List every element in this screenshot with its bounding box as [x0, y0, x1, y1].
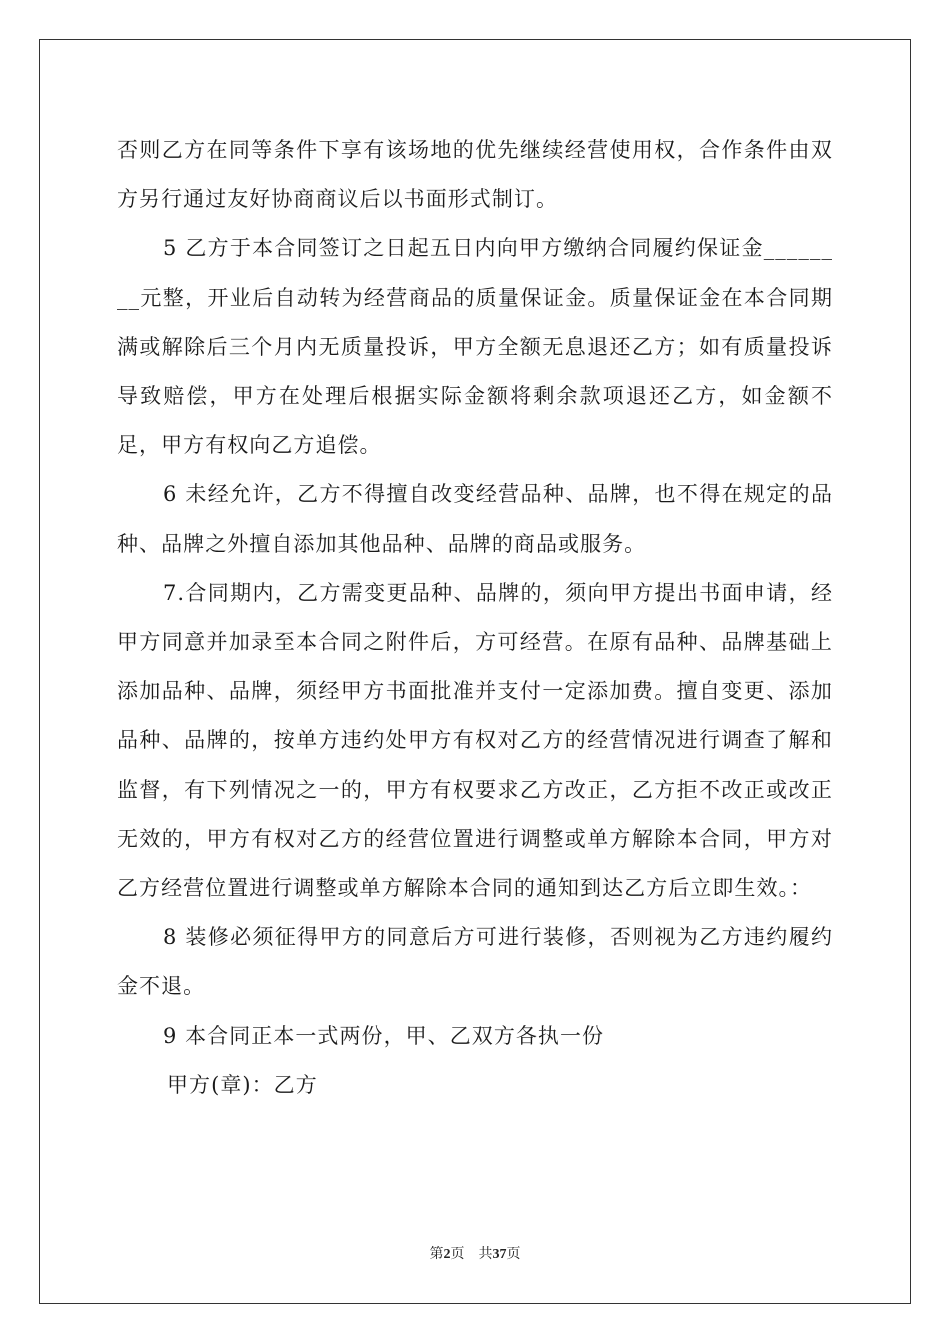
- page-footer: [0, 1243, 950, 1263]
- paragraph-clause-6: 6 未经允许，乙方不得擅自改变经营品种、品牌，也不得在规定的品种、品牌之外擅自添加其他品种、品牌的商品或服务。: [117, 482, 833, 556]
- page-prefix: 第: [429, 1246, 444, 1262]
- paragraph-clause-5: 5 乙方于本合同签订之日起五日内向甲方缴纳合同履约保证金________元整，开业后自动转为经营商品的质量保证金。质量保证金在本合同期满或解除后三个月内无质量投诉，甲方全额无息退还乙方；如有质量投诉导致赔偿，甲方在处理后根据实际金额将剩余款项退还乙方，如金额不足，甲方有权向乙方追偿。: [117, 236, 833, 458]
- total-pages: 37: [492, 1247, 507, 1262]
- paragraph-clause-7: 7.合同期内，乙方需变更品种、品牌的，须向甲方提出书面申请，经甲方同意并加录至本合同之附件后，方可经营。在原有品种、品牌基础上添加品种、品牌，须经甲方书面批准并支付一定添加费。擅自变更、添加品种、品牌的，按单方违约处甲方有权对乙方的经营情况进行调查了解和监督，有下列情况之一的，甲方有权要求乙方改正，乙方拒不改正或改正无效的，甲方有权对乙方的经营位置进行调整或单方解除本合同，甲方对乙方经营位置进行调整或单方解除本合同的通知到达乙方后立即生效。：: [117, 580, 833, 901]
- paragraph-clause-9: 9 本合同正本一式两份，甲、乙双方各执一份: [163, 1023, 605, 1048]
- page-number: 2: [443, 1247, 451, 1262]
- paragraph-clause-8: 8 装修必须征得甲方的同意后方可进行装修，否则视为乙方违约履约金不退。: [117, 925, 833, 999]
- total-prefix: 共: [478, 1246, 493, 1262]
- document-body: [117, 126, 833, 1110]
- total-suffix: 页: [506, 1246, 521, 1262]
- signature-line: 甲方(章)：乙方: [167, 1072, 318, 1097]
- page-suffix: 页: [450, 1246, 465, 1262]
- paragraph-1: 否则乙方在同等条件下享有该场地的优先继续经营使用权，合作条件由双方另行通过友好协商商议后以书面形式制订。: [117, 138, 833, 212]
